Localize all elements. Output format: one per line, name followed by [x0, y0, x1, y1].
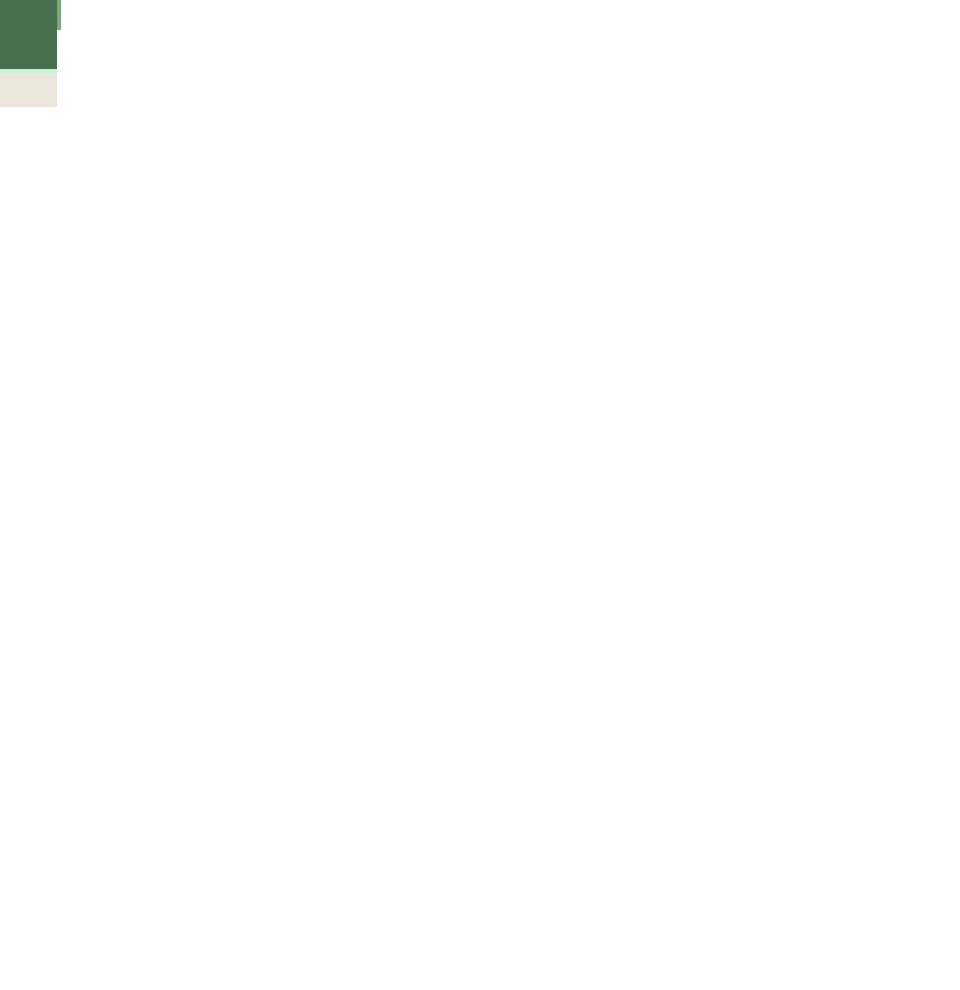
- table-body: [0, 107, 960, 109]
- corner-green-block: [0, 0, 57, 73]
- column-header-row: [0, 73, 960, 107]
- level-column-header: [0, 73, 57, 107]
- corner-gap: [57, 0, 61, 73]
- table-top-header: [0, 0, 960, 73]
- blind-structure-table: [0, 0, 960, 109]
